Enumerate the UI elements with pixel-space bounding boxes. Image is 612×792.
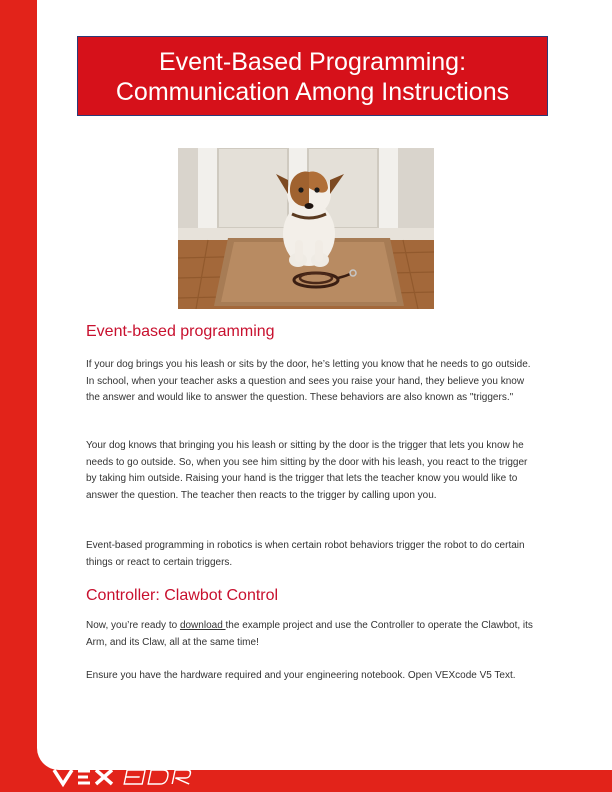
page-title-banner [77, 36, 548, 116]
paragraph-hardware-required: Ensure you have the hardware required and your engineering notebook. Open VEXcode V5 Text. [86, 670, 516, 681]
paragraph-download-project [86, 618, 536, 651]
paragraph-trigger-reaction: Your dog knows that bringing you his leash or sitting by the door is the trigger that lets you know he needs to go outside. So, when you see him sitting by the door with his leash, you react to the trigger by taking him outside. Raising your hand is the trigger that lets the teacher know you would like to answer the question. The teacher then reacts to the trigger by calling upon you. [86, 440, 528, 501]
section-heading-event-based: Event-based programming [86, 323, 275, 340]
download-link[interactable]: download [179, 620, 226, 631]
page-title-line2: Communication Among Instructions [115, 78, 510, 106]
paragraph-download-text-after: the example project and use the Controller to operate the Clawbot, its Arm, and its Claw, all at the same time! [86, 620, 533, 648]
paragraph-dog-triggers: If your dog brings you his leash or sits by the door, he’s letting you know that he needs to go outside. In school, when your teacher asks a question and sees you raise your hand, they believe you know the answer and would like to answer the question. These behaviors are also known as "triggers." [86, 359, 531, 403]
left-brand-bar [0, 0, 37, 792]
paragraph-download-text-before: Now, you’re ready to [86, 620, 180, 631]
section-heading-controller: Controller: Clawbot Control [86, 587, 279, 604]
dog-with-leash-icon [178, 148, 434, 309]
dog-with-leash-photo [178, 148, 434, 309]
paragraph-robotics-definition: Event-based programming in robotics is when certain robot behaviors trigger the robot to do certain things or react to certain triggers. [86, 540, 525, 568]
page-title-line1: Event-Based Programming: [158, 48, 467, 76]
vex-edr-logo [52, 766, 202, 788]
